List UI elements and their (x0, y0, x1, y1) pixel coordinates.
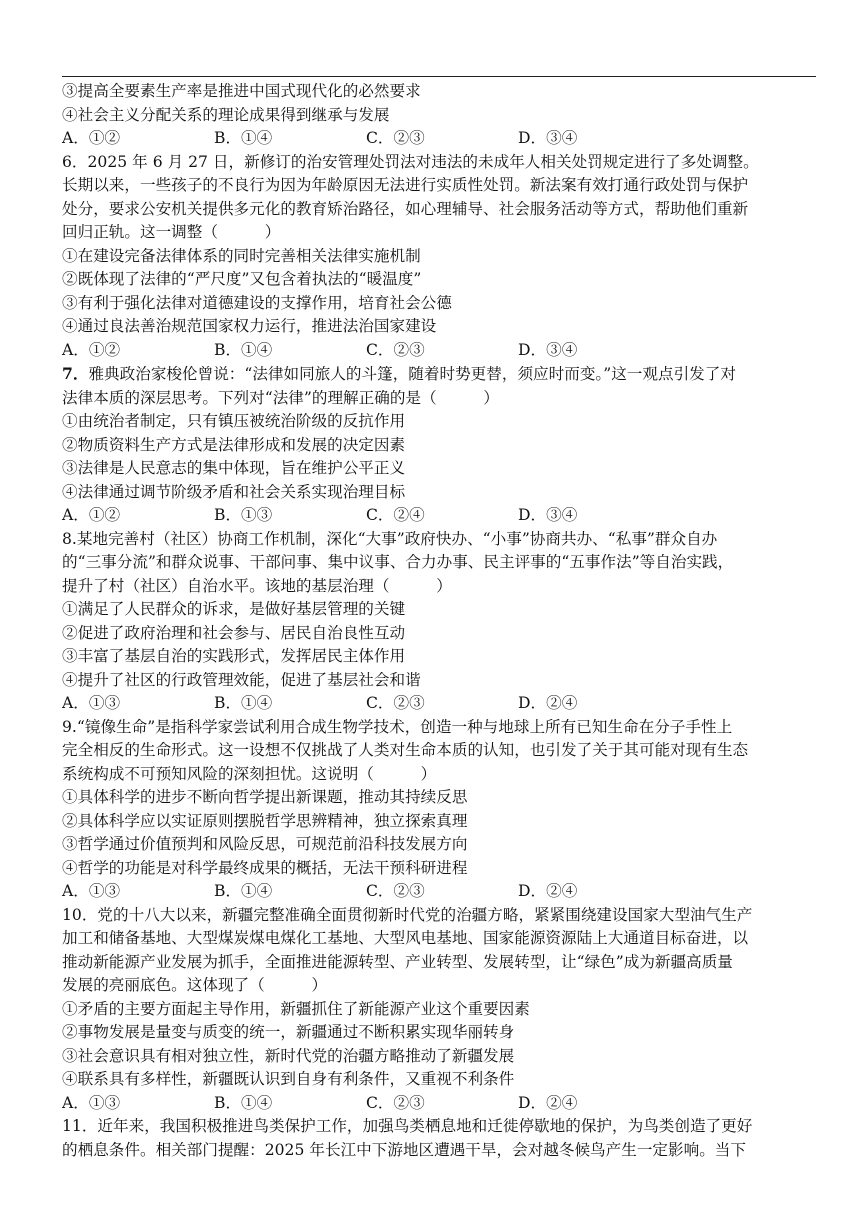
q9-option-d: D．②④ (518, 882, 578, 900)
q5-option-a: A．①② (62, 129, 121, 147)
q9-option-a: A．①③ (62, 882, 121, 900)
q7-stem-text: 雅典政治家梭伦曾说：“法律如同旅人的斗篷，随着时势更替，须应时而变。”这一观点引发了对 (88, 365, 736, 383)
q8-stem-line: 的“三事分流”和群众说事、干部问事、集中议事、合力办事、民主评事的“五事作法”等自治实践， (62, 553, 734, 571)
q10-option-d: D．②④ (518, 1093, 578, 1112)
q7-item-1: ①由统治者制定，只有镇压被统治阶级的反抗作用 (62, 412, 406, 430)
header-rule (62, 76, 816, 77)
q10-stem-line: 推动新能源产业发展为抓手，全面推进能源转型、产业转型、发展转型，让“绿色”成为新疆高质量 (62, 952, 733, 971)
q6-option-c: C．②③ (366, 340, 425, 359)
q7-option-c: C．②④ (366, 506, 425, 524)
q7-item-2: ②物质资料生产方式是法律形成和发展的决定因素 (62, 435, 406, 454)
q10-option-c: C．②③ (366, 1093, 425, 1112)
q10-stem-line: 10．党的十八大以来，新疆完整准确全面贯彻新时代党的治疆方略，紧紧围绕建设国家大型油气生产 (62, 905, 753, 924)
q5-options (62, 127, 816, 151)
q10-option-a: A．①③ (62, 1093, 121, 1112)
q7-stem-line: 法律本质的深层思考。下列对“法律”的理解正确的是（ ） (62, 388, 499, 407)
q6-option-a: A．①② (62, 340, 121, 359)
q8-option-a: A．①③ (62, 694, 121, 712)
q6-item-3: ③有利于强化法律对道德建设的支撑作用，培育社会公德 (62, 293, 452, 312)
q8-item-1: ①满足了人民群众的诉求，是做好基层管理的关键 (62, 600, 406, 618)
q6-stem-line: 回归正轨。这一调整（ ） (62, 223, 281, 241)
q7-item-4: ④法律通过调节阶级矛盾和社会关系实现治理目标 (62, 482, 406, 501)
q6-stem-line: 6．2025 年 6 月 27 日，新修订的治安管理处罚法对违法的未成年人相关处罚规定进行了多处调整。 (62, 152, 759, 171)
q7-number: 7． (62, 364, 89, 383)
q9-item-1: ①具体科学的进步不断向哲学提出新课题，推动其持续反思 (62, 788, 468, 806)
q7-stem-line (62, 362, 816, 387)
q7-option-a: A．①② (62, 506, 121, 524)
q8-item-3: ③丰富了基层自治的实践形式，发挥居民主体作用 (62, 647, 406, 665)
q5-option-c: C．②③ (366, 129, 425, 147)
q8-option-d: D．②④ (518, 694, 578, 712)
q9-option-b: B．①④ (214, 882, 273, 900)
q6-option-b: B．①④ (214, 340, 273, 359)
q6-stem-line: 长期以来，一些孩子的不良行为因为年龄原因无法进行实质性处罚。新法案有效打通行政处罚与保护 (62, 176, 749, 194)
question-11 (62, 1115, 816, 1162)
q10-item-1: ①矛盾的主要方面起主导作用，新疆抓住了新能源产业这个重要因素 (62, 999, 530, 1018)
exam-page-content (62, 80, 816, 1162)
question-10 (62, 904, 816, 1116)
question-9 (62, 716, 816, 904)
q10-item-2: ②事物发展是量变与质变的统一，新疆通过不断积累实现华丽转身 (62, 1023, 515, 1041)
q8-item-2: ②促进了政府治理和社会参与、居民自治良性互动 (62, 623, 406, 642)
q8-options (62, 692, 816, 716)
q7-option-b: B．①③ (214, 506, 273, 524)
q6-options (62, 339, 816, 363)
q10-option-b: B．①④ (214, 1093, 273, 1112)
q5-item-4: ④社会主义分配关系的理论成果得到继承与发展 (62, 105, 390, 124)
q6-option-d: D．③④ (518, 340, 578, 359)
question-7 (62, 362, 816, 528)
q8-stem-line: 8.某地完善村（社区）协商工作机制，深化“大事”政府快办、“小事”协商共办、“私事”群众自办 (62, 529, 718, 548)
q5-option-d: D．③④ (518, 129, 578, 147)
q9-options (62, 880, 816, 904)
q6-item-4: ④通过良法善治规范国家权力运行，推进法治国家建设 (62, 317, 437, 335)
question-6 (62, 151, 816, 363)
q9-item-4: ④哲学的功能是对科学最终成果的概括，无法干预科研进程 (62, 858, 468, 877)
q10-options (62, 1092, 816, 1116)
q6-stem-line: 处分，要求公安机关提供多元化的教育矫治路径，如心理辅导、社会服务活动等方式，帮助他们重新 (62, 199, 749, 218)
q7-item-3: ③法律是人民意志的集中体现，旨在维护公平正义 (62, 459, 406, 477)
question-5-tail (62, 80, 816, 151)
q11-stem-line: 11．近年来，我国积极推进鸟类保护工作，加强鸟类栖息地和迁徙停歇地的保护，为鸟类创造了更好 (62, 1117, 753, 1135)
q9-item-3: ③哲学通过价值预判和风险反思，可规范前沿科技发展方向 (62, 835, 468, 853)
question-8 (62, 528, 816, 716)
q9-stem-line: 系统构成不可预知风险的深刻担忧。这说明（ ） (62, 764, 437, 783)
q6-item-1: ①在建设完备法律体系的同时完善相关法律实施机制 (62, 246, 421, 265)
q10-item-4: ④联系具有多样性，新疆既认识到自身有利条件，又重视不利条件 (62, 1070, 515, 1088)
q8-option-c: C．②③ (366, 694, 425, 712)
q9-stem-line: 完全相反的生命形式。这一设想不仅挑战了人类对生命本质的认知，也引发了关于其可能对现有生态 (62, 741, 749, 759)
q8-stem-line: 提升了村（社区）自治水平。该地的基层治理（ ） (62, 576, 452, 595)
q9-item-2: ②具体科学应以实证原则摆脱哲学思辨精神，独立探索真理 (62, 811, 468, 830)
q5-option-b: B．①④ (214, 129, 273, 147)
q8-option-b: B．①④ (214, 694, 273, 712)
q10-stem-line: 加工和储备基地、大型煤炭煤电煤化工基地、大型风电基地、国家能源资源陆上大通道目标奋进，以 (62, 929, 749, 947)
q5-item-3: ③提高全要素生产率是推进中国式现代化的必然要求 (62, 82, 421, 100)
q6-item-2: ②既体现了法律的“严尺度”又包含着执法的“暖温度” (62, 270, 422, 288)
q7-option-d: D．③④ (518, 506, 578, 524)
q10-item-3: ③社会意识具有相对独立性，新时代党的治疆方略推动了新疆发展 (62, 1046, 515, 1065)
q11-stem-line: 的栖息条件。相关部门提醒：2025 年长江中下游地区遭遇干旱，会对越冬候鸟产生一定影响。当下 (62, 1140, 746, 1159)
q9-stem-line: 9.“镜像生命”是指科学家尝试利用合成生物学技术，创造一种与地球上所有已知生命在分子手性上 (62, 717, 733, 736)
q8-item-4: ④提升了社区的行政管理效能，促进了基层社会和谐 (62, 670, 421, 689)
q9-option-c: C．②③ (366, 882, 425, 900)
q10-stem-line: 发展的亮丽底色。这体现了（ ） (62, 976, 328, 994)
q7-options (62, 504, 816, 528)
